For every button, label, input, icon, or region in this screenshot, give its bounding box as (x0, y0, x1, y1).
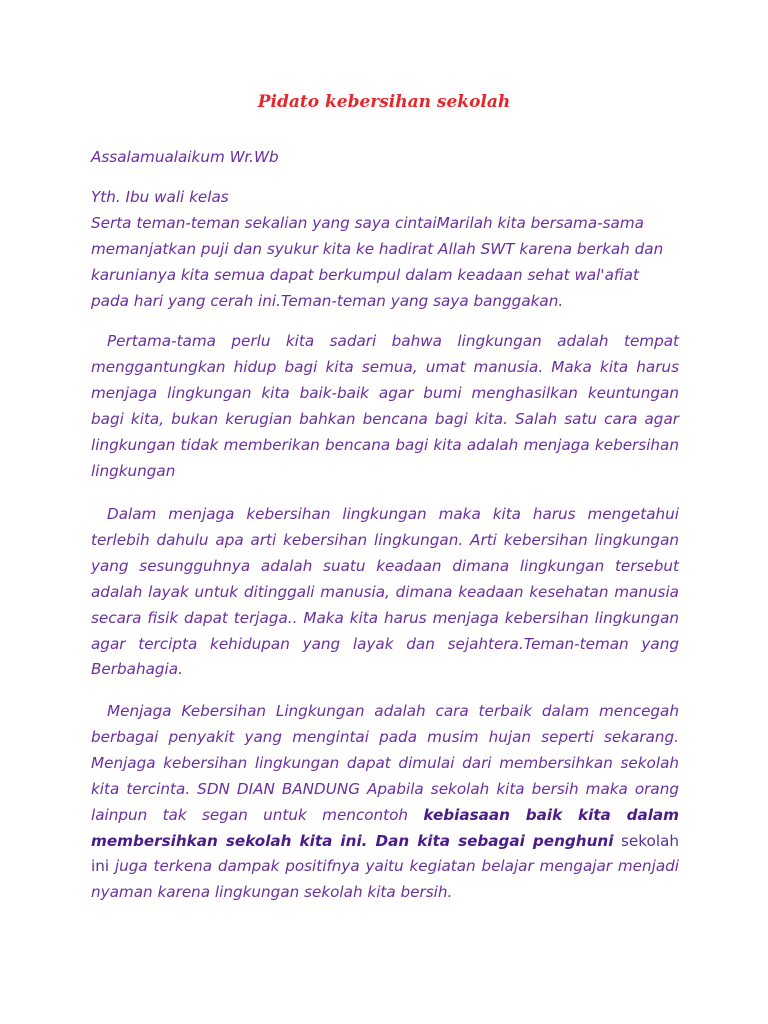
opening-line: karunianya kita semua dapat berkumpul dalam keadaan sehat wal'afiat (91, 266, 639, 284)
paragraph-3-text: Menjaga Kebersihan Lingkungan adalah cara terbaik dalam mencegah berbagai penyakit yang mengintai pada musim hujan seperti sekarang. Menjaga kebersihan lingkungan dapat dimulai dari membersihkan sekolah kita tercinta. SDN DIAN BANDUNG Apabila sekolah kita bersih maka orang lainpun tak segan untuk mencontoh (91, 702, 679, 824)
document-title: Pidato kebersihan sekolah (257, 92, 511, 112)
opening-line: pada hari yang cerah ini.Teman-teman yang saya banggakan. (91, 292, 564, 310)
opening-line: Serta teman-teman sekalian yang saya cintaiMarilah kita bersama-sama (91, 214, 644, 232)
body-paragraph-3 (91, 699, 679, 906)
salutation: Assalamualaikum Wr.Wb (91, 148, 279, 166)
opening-line: Yth. Ibu wali kelas (91, 188, 229, 206)
opening-line: memanjatkan puji dan syukur kita ke hadirat Allah SWT karena berkah dan (91, 240, 664, 258)
emphasized-text: kebiasaan baik kita dalam membersihkan sekolah kita ini. Dan kita sebagai penghuni (91, 805, 679, 850)
body-paragraph-1: Pertama-tama perlu kita sadari bahwa lingkungan adalah tempat menggantungkan hidup bagi kita semua, umat manusia. Maka kita harus menjaga lingkungan kita baik-baik agar bumi menghasilkan keuntungan bagi kita, bukan kerugian bahkan bencana bagi kita. Salah satu cara agar lingkungan tidak memberikan bencana bagi kita adalah menjaga kebersihan lingkungan (91, 332, 679, 480)
plain-text: sekolah ini (91, 831, 679, 876)
paragraph-3-closing: juga terkena dampak positifnya yaitu kegiatan belajar mengajar menjadi nyaman karena lingkungan sekolah kita bersih. (91, 857, 679, 902)
opening-paragraph (91, 184, 679, 314)
body-paragraph-2: Dalam menjaga kebersihan lingkungan maka kita harus mengetahui terlebih dahulu apa arti kebersihan lingkungan. Arti kebersihan lingkungan yang sesungguhnya adalah suatu keadaan dimana lingkungan tersebut adalah layak untuk ditinggali manusia, dimana keadaan kesehatan manusia secara fisik dapat terjaga.. Maka kita harus menjaga kebersihan lingkungan agar tercipta kehidupan yang layak dan sejahtera.Teman-teman yang Berbahagia. (91, 505, 679, 679)
